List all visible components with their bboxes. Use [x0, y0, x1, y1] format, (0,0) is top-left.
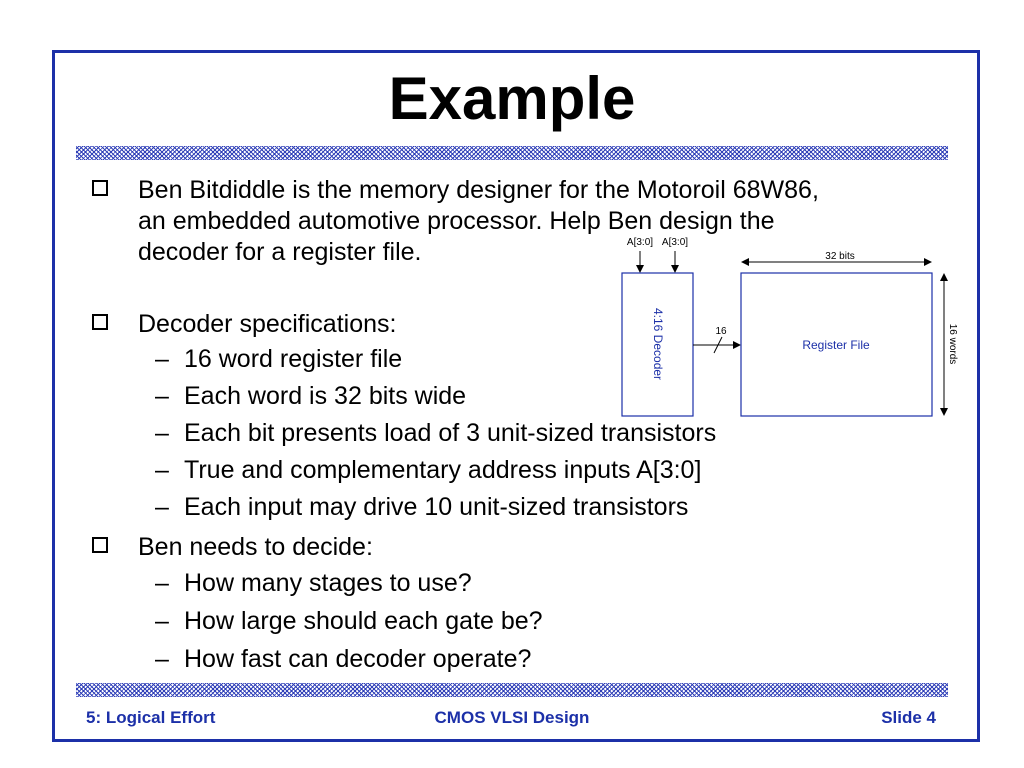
sub-item: How fast can decoder operate? — [184, 645, 532, 673]
sub-item: Each bit presents load of 3 unit-sized transistors — [184, 419, 717, 447]
bullet-checkbox-icon — [92, 314, 108, 330]
bullet-checkbox-icon — [92, 180, 108, 196]
dash-icon: – — [155, 607, 169, 635]
dash-icon: – — [155, 493, 169, 521]
bullet-3-text: Ben needs to decide: — [138, 533, 373, 561]
sub-item: True and complementary address inputs A[3:0] — [184, 456, 702, 484]
footer-right: Slide 4 — [881, 708, 936, 727]
dash-icon: – — [155, 345, 169, 373]
bullet-1-line-2: an embedded automotive processor. Help Ben design the — [138, 207, 775, 235]
bullet-2-text: Decoder specifications: — [138, 310, 397, 338]
sub-item: 16 word register file — [184, 345, 403, 373]
bullet-checkbox-icon — [92, 537, 108, 553]
dash-icon: – — [155, 456, 169, 484]
sub-item: Each word is 32 bits wide — [184, 382, 467, 410]
height-label: 16 words — [947, 323, 958, 365]
decoder-label: 4:16 Decoder — [651, 307, 665, 381]
sub-item: How many stages to use? — [184, 569, 472, 597]
bullet-1-line-1: Ben Bitdiddle is the memory designer for the Motoroil 68W86, — [138, 176, 819, 204]
sub-item: How large should each gate be? — [184, 607, 543, 635]
dash-icon: – — [155, 569, 169, 597]
dash-icon: – — [155, 645, 169, 673]
input-label-2: A[3:0] — [661, 237, 689, 248]
dash-icon: – — [155, 382, 169, 410]
bus-width-label: 16 — [715, 326, 727, 337]
footer-center: CMOS VLSI Design — [434, 708, 590, 727]
bullet-1-line-3: decoder for a register file. — [138, 238, 422, 266]
input-label-1: A[3:0] — [626, 237, 654, 248]
register-file-label: Register File — [802, 338, 870, 352]
decoder-diagram — [600, 228, 980, 428]
width-label: 32 bits — [825, 251, 855, 262]
footer-left: 5: Logical Effort — [86, 708, 216, 727]
top-divider — [76, 146, 948, 160]
dash-icon: – — [155, 419, 169, 447]
sub-item: Each input may drive 10 unit-sized transistors — [184, 493, 689, 521]
slide-title: Example — [388, 65, 636, 132]
bottom-divider — [76, 683, 948, 697]
